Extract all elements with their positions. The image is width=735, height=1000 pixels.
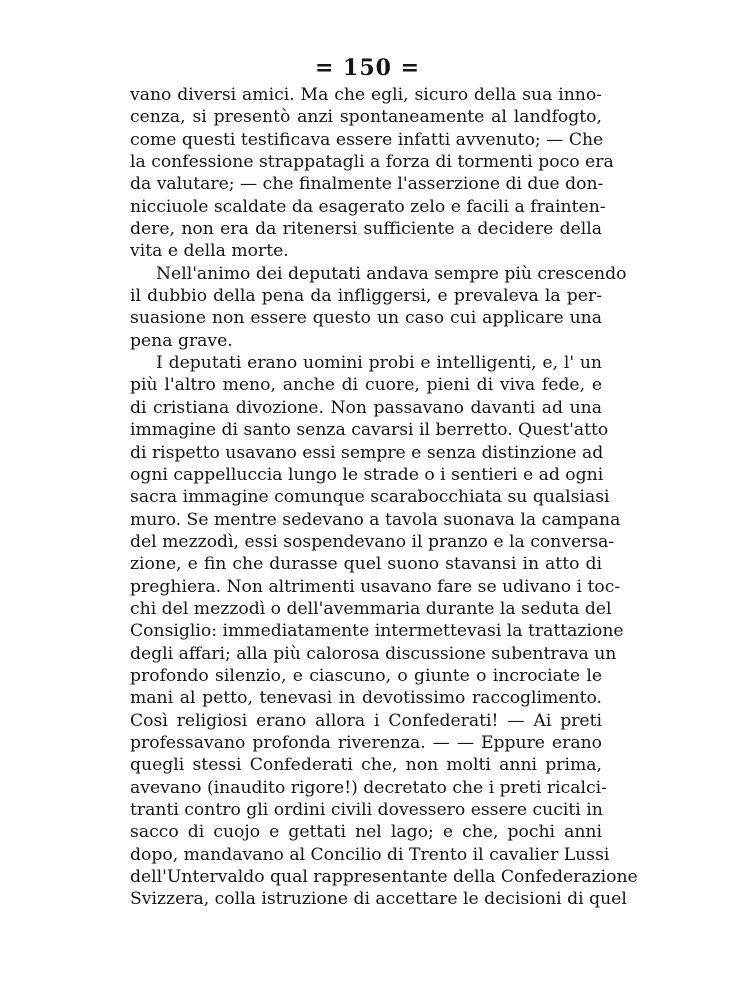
text-line: dere, non era da ritenersi sufficiente a decidere della (130, 219, 602, 240)
text-line: di rispetto usavano essi sempre e senza distinzione ad (130, 442, 604, 463)
text-line: tranti contro gli ordini civili dovessero essere cuciti in (130, 800, 603, 820)
text-line: I deputati erano uomini probi e intelligenti, e, l' un (156, 353, 602, 374)
text-line: del mezzodì, essi sospendevano il pranzo e la conversa- (130, 531, 615, 552)
text-line: chi del mezzodì o dell'avemmaria durante la seduta del (130, 598, 612, 619)
text-line: sacco di cuojo e gettati nel lago; e che, pochi anni (130, 822, 602, 843)
page-number-header: = 150 = (314, 55, 421, 81)
text-line: suasione non essere questo un caso cui applicare una (130, 308, 602, 329)
text-line: ogni cappelluccia lungo le strade o i sentieri e ad ogni (130, 464, 604, 485)
text-line: il dubbio della pena da infliggersi, e prevaleva la per- (130, 286, 602, 307)
text-line: sacra immagine comunque scarabocchiata su qualsiasi (130, 487, 610, 508)
text-line: professavano profonda riverenza. — — Eppure erano (130, 732, 602, 753)
text-line: Così religiosi erano allora i Confederati! — Ai preti (130, 710, 602, 731)
text-line: zione, e fin che durasse quel suono stavansi in atto di (130, 554, 602, 575)
text-line: da valutare; — che finalmente l'asserzione di due don- (130, 174, 604, 195)
text-line: cenza, si presentò anzi spontaneamente al landfogto, (130, 107, 602, 128)
text-line: dell'Untervaldo qual rappresentante della Confederazione (130, 867, 638, 888)
text-line: mani al petto, tenevasi in devotissimo raccoglimento. (130, 688, 602, 709)
text-line: immagine di santo senza cavarsi il berretto. Quest'atto (130, 420, 609, 441)
text-line: muro. Se mentre sedevano a tavola suonava la campana (130, 509, 621, 530)
text-line: nicciuole scaldate da esagerato zelo e facili a frainten- (130, 196, 606, 217)
text-line: vita e della morte. (130, 241, 289, 262)
text-line: come questi testificava essere infatti avvenuto; — Che (130, 129, 604, 150)
text-line: quegli stessi Confederati che, non molti anni prima, (130, 755, 602, 776)
body-text (130, 84, 638, 911)
text-line: Svizzera, colla istruzione di accettare le decisioni di quel (130, 889, 627, 910)
text-line: degli affari; alla più calorosa discussione subentrava un (130, 643, 617, 664)
text-line: Nell'animo dei deputati andava sempre più crescendo (156, 263, 627, 284)
text-line: pena grave. (130, 330, 233, 351)
text-line: avevano (inaudito rigore!) decretato che i preti ricalci- (130, 777, 607, 798)
text-line: vano diversi amici. Ma che egli, sicuro della sua inno- (130, 85, 602, 105)
text-line: più l'altro meno, anche di cuore, pieni di viva fede, e (130, 375, 602, 396)
text-line: preghiera. Non altrimenti usavano fare se udivano i toc- (130, 576, 621, 597)
text-line: dopo, mandavano al Concilio di Trento il cavalier Lussi (130, 844, 610, 865)
text-line: di cristiana divozione. Non passavano davanti ad una (130, 397, 602, 418)
text-line: Consiglio: immediatamente intermettevasi la trattazione (130, 621, 624, 642)
text-line: la confessione strappatagli a forza di tormenti poco era (130, 152, 614, 173)
text-line: profondo silenzio, e ciascuno, o giunte o incrociate le (130, 665, 602, 686)
